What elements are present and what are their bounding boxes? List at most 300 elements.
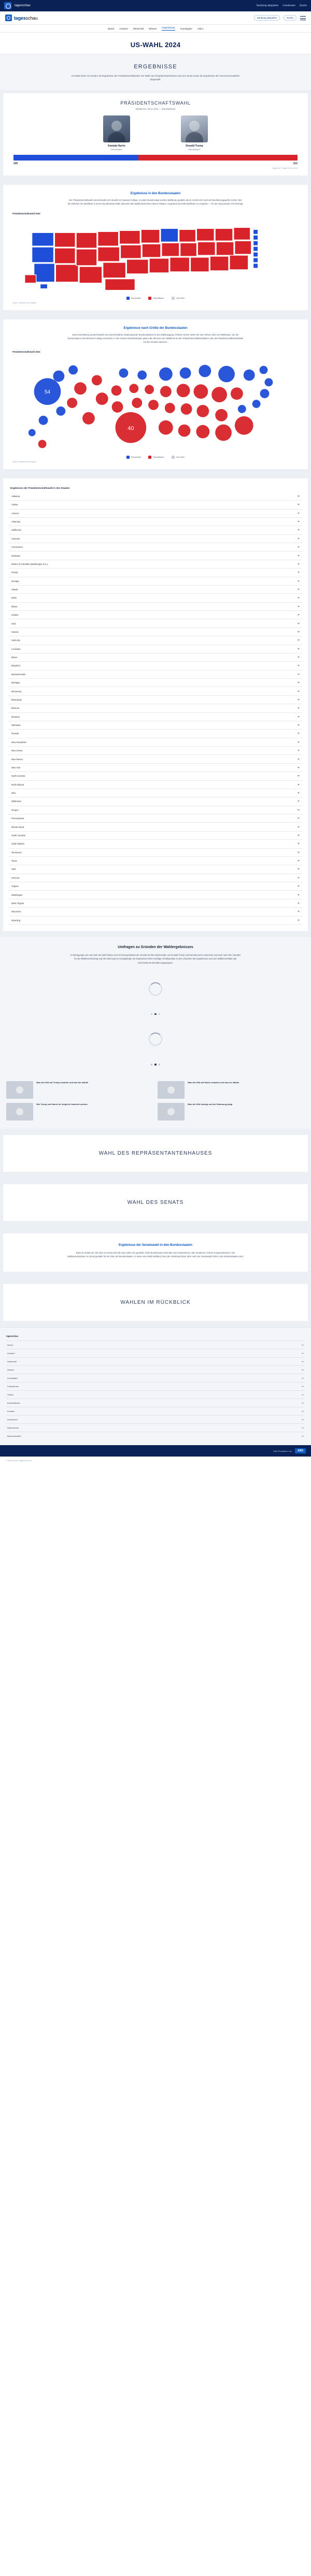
states-result-text: Der Präsidentschaftswahl unterscheidet sich deutlich im National College. In jedem Bundesstaat werden Wahlleute gewählt, deren Anzahl sich nach der Bevölkerungsgröße richtet. Wer die Mehrheit der Wahlleute in einem Bundesstaat erhält, bekommt alle Wahlleutestimmen dieses Staates. Insgesamt sind 538 Wahlleute zu vergeben — für den Sieg werden 270 benötigt. bbox=[67, 198, 244, 206]
legend-democrats: Demokraten bbox=[126, 297, 142, 300]
state-name: North Dakota bbox=[11, 783, 24, 786]
footer-bar-text: Eine Produktion von bbox=[273, 1449, 292, 1452]
state-accordion-row[interactable] bbox=[8, 891, 303, 899]
state-accordion-row[interactable] bbox=[8, 730, 303, 738]
footer-heading: tagesschau bbox=[6, 1335, 19, 1338]
electoral-vote-numbers bbox=[13, 162, 298, 165]
state-accordion-row[interactable] bbox=[8, 603, 303, 611]
presidential-wrap bbox=[0, 90, 311, 182]
teaser-item[interactable] bbox=[6, 1103, 153, 1120]
state-name: West Virginia bbox=[11, 901, 24, 905]
video-thumbnail[interactable] bbox=[6, 1103, 33, 1120]
page-title: US-WAHL 2024 bbox=[130, 41, 181, 49]
state-name: Kansas bbox=[11, 630, 19, 633]
state-accordion-row[interactable] bbox=[8, 560, 303, 569]
carousel2-dot-3[interactable] bbox=[159, 1064, 160, 1065]
state-name: Tennessee bbox=[11, 851, 22, 854]
footer-link-row[interactable] bbox=[6, 1432, 305, 1440]
topbar-brand[interactable] bbox=[4, 2, 31, 9]
state-accordion-row[interactable] bbox=[8, 874, 303, 882]
video-thumbnail[interactable] bbox=[158, 1103, 185, 1120]
chevron-down-icon[interactable] bbox=[298, 835, 300, 836]
state-name: Rhode Island bbox=[11, 825, 24, 828]
senate-info-wrap bbox=[0, 1227, 311, 1278]
topbar-play-link[interactable]: Sendung abspielen bbox=[256, 4, 279, 7]
state-name: New Mexico bbox=[11, 758, 23, 761]
chevron-down-icon[interactable] bbox=[298, 852, 300, 853]
chevron-down-icon[interactable] bbox=[298, 911, 300, 912]
legend-open: noch offen bbox=[172, 456, 185, 459]
browser-topbar bbox=[0, 0, 311, 11]
size-result-text: Diese Darstellung veranschaulicht die unterschiedliche Bedeutung der Bundesstaaten für den Wahlausgang. Größere Kreise stehen für eine höhere Zahl von Wahlleuten, die der Bundesstaat in das Electoral College entsendet. In den meisten Bundesstaaten gehen alle Stimmen der Wahlleute an den Präsidentschaftskandidaten oder die Präsidentschaftskandidatin mit den meisten Stimmen. bbox=[67, 333, 244, 344]
footer-link-label: Videos bbox=[7, 1393, 14, 1396]
chevron-down-icon[interactable] bbox=[298, 784, 300, 785]
chevron-down-icon[interactable] bbox=[298, 614, 300, 616]
chevron-down-icon[interactable] bbox=[298, 775, 300, 777]
chevron-down-icon[interactable] bbox=[298, 792, 300, 794]
chevron-down-icon[interactable] bbox=[302, 1419, 304, 1420]
results-intro-section bbox=[0, 54, 311, 90]
state-accordion-row[interactable] bbox=[8, 543, 303, 551]
footer-link-label: Kontakt bbox=[7, 1410, 15, 1413]
chevron-down-icon[interactable] bbox=[298, 903, 300, 904]
electoral-result-bar bbox=[13, 155, 298, 161]
state-accordion-row[interactable] bbox=[8, 645, 303, 653]
chevron-down-icon[interactable] bbox=[298, 623, 300, 624]
state-accordion-row[interactable] bbox=[8, 823, 303, 831]
loading-spinner-icon bbox=[149, 982, 162, 996]
state-name: Alabama bbox=[11, 494, 20, 498]
teaser-item[interactable] bbox=[158, 1103, 305, 1120]
chevron-down-icon[interactable] bbox=[302, 1386, 304, 1387]
teaser-title[interactable]: Was die USA bewegt und die Stimmung prägt bbox=[188, 1102, 233, 1105]
carousel-dots[interactable] bbox=[6, 1013, 305, 1015]
chevron-down-icon[interactable] bbox=[302, 1436, 304, 1437]
house-wrap bbox=[0, 1129, 311, 1178]
review-wrap bbox=[0, 1278, 311, 1327]
chevron-down-icon[interactable] bbox=[298, 741, 300, 743]
footer-link-row[interactable] bbox=[6, 1374, 305, 1382]
state-name: Vermont bbox=[11, 876, 20, 879]
chevron-down-icon[interactable] bbox=[302, 1361, 304, 1362]
footer-link-row[interactable] bbox=[6, 1423, 305, 1432]
footer-link-row[interactable] bbox=[6, 1399, 305, 1407]
states-result-title: Ergebnisse in den Bundesstaaten bbox=[130, 192, 181, 195]
state-name: Alaska bbox=[11, 503, 18, 506]
chevron-down-icon[interactable] bbox=[298, 826, 300, 828]
state-accordion-row[interactable] bbox=[8, 899, 303, 908]
bubble-map-legend bbox=[8, 456, 303, 459]
survey-text: In Befragungen am und nach der Wahl haben US-Forschungsinstitute die Gründe für das Abschneiden von Donald Trump und Kamala Harris untersucht und auch nach den Gründen für die Wahlentscheidung und die Stimmung im sozialgefragt. Die Ergebnisse liefern wichtige Anhaltspunkte zu den Ursachen des Ergebnisses und zum Wählerverhalten der verschiedenen Bevölkerungsgruppen. bbox=[70, 953, 241, 964]
state-accordion-row[interactable] bbox=[8, 501, 303, 509]
state-name: Pennsylvania bbox=[11, 817, 24, 820]
nav-item-ausland[interactable]: Ausland bbox=[119, 27, 128, 30]
state-accordion-row[interactable] bbox=[8, 738, 303, 747]
state-accordion-row[interactable] bbox=[8, 662, 303, 670]
state-name: Iowa bbox=[11, 622, 16, 625]
candidate-photo bbox=[181, 115, 208, 142]
chevron-down-icon[interactable] bbox=[298, 572, 300, 573]
chevron-down-icon[interactable] bbox=[298, 724, 300, 726]
chevron-down-icon[interactable] bbox=[298, 631, 300, 633]
state-name: District of Columbia (Washington D.C.) bbox=[11, 562, 48, 565]
bubble-map-card bbox=[3, 319, 308, 469]
footer-link-row[interactable] bbox=[6, 1357, 305, 1365]
state-name: Kentucky bbox=[11, 639, 20, 642]
footer-link-label: Ausland bbox=[7, 1352, 15, 1355]
nav-item-wissen[interactable]: Wissen bbox=[149, 27, 157, 30]
state-accordion-row[interactable] bbox=[8, 653, 303, 662]
nav-item-video[interactable]: Video bbox=[197, 27, 204, 30]
state-name: New Jersey bbox=[11, 749, 23, 752]
survey-title: Umfragen zu Gründen der Wahlergebnisses bbox=[118, 945, 193, 949]
state-accordion-row[interactable] bbox=[8, 679, 303, 687]
senate-banner bbox=[3, 1184, 308, 1221]
state-name: Colorado bbox=[11, 537, 20, 540]
footer-links[interactable] bbox=[6, 1341, 305, 1440]
carousel-dot-3[interactable] bbox=[159, 1013, 160, 1015]
state-accordion-row[interactable] bbox=[8, 755, 303, 763]
bubble-map-source: Quelle: Wahldaten der Staaten bbox=[12, 460, 37, 463]
chevron-down-icon[interactable] bbox=[298, 639, 300, 641]
carousel2-dot-2[interactable] bbox=[154, 1064, 156, 1065]
bubble-map-label: Präsidentschaftswahl 2024 bbox=[12, 350, 40, 353]
state-accordion-row[interactable] bbox=[8, 840, 303, 848]
chevron-down-icon[interactable] bbox=[298, 555, 300, 557]
svg-text:54: 54 bbox=[44, 389, 51, 395]
menu-icon[interactable] bbox=[300, 15, 306, 21]
candidate-name: Kamala Harris bbox=[108, 144, 125, 148]
chevron-down-icon[interactable] bbox=[298, 750, 300, 751]
chevron-down-icon[interactable] bbox=[298, 606, 300, 607]
chevron-down-icon[interactable] bbox=[298, 657, 300, 658]
state-name: Hawaii bbox=[11, 588, 18, 591]
state-accordion-row[interactable] bbox=[8, 797, 303, 806]
footer-link-label: Wirtschaft bbox=[7, 1360, 17, 1363]
footer-link-row[interactable] bbox=[6, 1382, 305, 1390]
brand-home-link[interactable] bbox=[5, 14, 38, 21]
main-nav bbox=[0, 25, 311, 33]
house-banner bbox=[3, 1135, 308, 1172]
state-accordion-row[interactable] bbox=[8, 569, 303, 577]
state-accordion-row[interactable] bbox=[8, 518, 303, 526]
chevron-down-icon[interactable] bbox=[298, 894, 300, 896]
state-accordion-row[interactable] bbox=[8, 908, 303, 916]
teaser-title[interactable]: Was die USA auf Trump erwarten und was ihn wählte bbox=[36, 1081, 89, 1084]
chevron-down-icon[interactable] bbox=[302, 1403, 304, 1404]
state-name: Georgia bbox=[11, 579, 19, 583]
legend-republicans: Republikaner bbox=[148, 297, 164, 300]
state-name: Ohio bbox=[11, 792, 16, 795]
state-name: Illinois bbox=[11, 605, 18, 608]
state-accordion-row[interactable] bbox=[8, 671, 303, 679]
chevron-down-icon[interactable] bbox=[302, 1353, 304, 1354]
state-name: Missouri bbox=[11, 707, 20, 710]
states-map-legend bbox=[8, 297, 303, 300]
footer-link-row[interactable] bbox=[6, 1349, 305, 1357]
state-accordion-row[interactable] bbox=[8, 882, 303, 891]
state-name: Idaho bbox=[11, 596, 17, 600]
header-livestream-button[interactable]: Sendung abspielen bbox=[254, 15, 280, 21]
state-name: Wyoming bbox=[11, 919, 21, 922]
legend-democrats: Demokraten bbox=[126, 456, 142, 459]
state-name: Maine bbox=[11, 656, 18, 659]
state-accordion-row[interactable] bbox=[8, 577, 303, 586]
chevron-down-icon[interactable] bbox=[298, 733, 300, 734]
state-name: Montana bbox=[11, 715, 20, 718]
state-name: New Hampshire bbox=[11, 740, 27, 744]
presidential-title: PRÄSIDENTSCHAFTSWAHL bbox=[120, 100, 191, 106]
state-name: Minnesota bbox=[11, 690, 21, 693]
state-accordion-row[interactable] bbox=[8, 857, 303, 865]
presidential-subtitle: Wahltermin: 05.11.2024 — 538 Wahlleute bbox=[135, 107, 176, 110]
us-choropleth-map[interactable] bbox=[11, 217, 300, 295]
chevron-down-icon[interactable] bbox=[298, 818, 300, 819]
chevron-down-icon[interactable] bbox=[298, 691, 300, 692]
state-accordion-row[interactable] bbox=[8, 687, 303, 695]
footer-link-label: Wissen bbox=[7, 1369, 15, 1372]
state-accordion-row[interactable] bbox=[8, 814, 303, 823]
senate-banner-title: WAHL DES SENATS bbox=[127, 1199, 184, 1205]
state-accordion-row[interactable] bbox=[8, 916, 303, 925]
state-accordion-row[interactable] bbox=[8, 806, 303, 814]
state-accordion-row[interactable] bbox=[8, 628, 303, 636]
states-map-label: Präsidentschaftswahl 2024 bbox=[12, 212, 40, 215]
carousel2-dot-1[interactable] bbox=[151, 1064, 152, 1065]
footer-link-label: Datenschutz bbox=[7, 1427, 19, 1430]
state-name: Wisconsin bbox=[11, 910, 21, 913]
candidate-trump bbox=[166, 115, 223, 151]
chevron-down-icon[interactable] bbox=[298, 521, 300, 522]
site-header bbox=[0, 11, 311, 25]
states-map-card bbox=[3, 185, 308, 310]
result-source-note: Quelle: AP / Stand: 06.11.2024 bbox=[272, 167, 298, 169]
footer-link-label: Barrierefreiheit bbox=[7, 1435, 21, 1438]
tagesschau-logo-icon bbox=[4, 2, 11, 9]
teaser-grid bbox=[0, 1076, 311, 1129]
footer-link-row[interactable] bbox=[6, 1390, 305, 1399]
footer-link-row[interactable] bbox=[6, 1415, 305, 1423]
state-name: South Carolina bbox=[11, 834, 26, 837]
state-accordion-row[interactable] bbox=[8, 747, 303, 755]
chevron-down-icon[interactable] bbox=[302, 1428, 304, 1429]
size-result-title: Ergebnisse nach Größe der Bundesstaaten bbox=[123, 326, 188, 330]
chevron-down-icon[interactable] bbox=[298, 589, 300, 590]
states-map-wrap bbox=[0, 182, 311, 316]
state-accordion-row[interactable] bbox=[8, 713, 303, 721]
chevron-down-icon[interactable] bbox=[298, 920, 300, 921]
teaser-title[interactable]: Wie Trump und Harris im Vergleich bewertet werden bbox=[36, 1102, 88, 1105]
state-accordion-row[interactable] bbox=[8, 721, 303, 730]
header-search-button[interactable]: Suche bbox=[284, 15, 296, 21]
state-name: Mississippi bbox=[11, 698, 22, 701]
chevron-down-icon[interactable] bbox=[302, 1394, 304, 1395]
loading-spinner-icon-2 bbox=[149, 1032, 162, 1046]
footer-link-row[interactable] bbox=[6, 1407, 305, 1415]
nav-item-inland[interactable]: Inland bbox=[107, 27, 115, 30]
chevron-down-icon[interactable] bbox=[298, 665, 300, 666]
chevron-down-icon[interactable] bbox=[298, 648, 300, 650]
state-accordion-row[interactable] bbox=[8, 781, 303, 789]
chevron-down-icon[interactable] bbox=[298, 496, 300, 497]
us-bubble-map[interactable] bbox=[11, 355, 300, 454]
state-accordion-row[interactable] bbox=[8, 535, 303, 543]
review-banner-title: WAHLEN IM RÜCKBLICK bbox=[120, 1300, 191, 1306]
electoral-votes-rep: 312 bbox=[293, 162, 298, 165]
state-accordion-row[interactable] bbox=[8, 764, 303, 772]
state-accordion-row[interactable] bbox=[8, 704, 303, 712]
state-accordion-row[interactable] bbox=[8, 526, 303, 534]
states-accordion[interactable] bbox=[8, 492, 303, 925]
candidate-party: Demokraten bbox=[111, 148, 122, 151]
chevron-down-icon[interactable] bbox=[302, 1345, 304, 1346]
page-title-wrap bbox=[0, 33, 311, 54]
state-accordion-row[interactable] bbox=[8, 789, 303, 797]
chevron-down-icon[interactable] bbox=[298, 529, 300, 531]
chevron-down-icon[interactable] bbox=[298, 513, 300, 514]
brand-wordmark: tagesschau bbox=[14, 15, 38, 21]
chevron-down-icon[interactable] bbox=[298, 707, 300, 709]
state-name: Connecticut bbox=[11, 546, 23, 549]
state-name: Virginia bbox=[11, 885, 19, 888]
state-name: Oregon bbox=[11, 808, 19, 811]
site-footer bbox=[0, 1327, 311, 1445]
state-name: Maryland bbox=[11, 664, 20, 667]
states-map-source: Quelle: Wahldaten der Staaten bbox=[12, 301, 37, 304]
chevron-down-icon[interactable] bbox=[298, 868, 300, 870]
bubble-map-svg[interactable] bbox=[11, 355, 300, 454]
state-name: Indiana bbox=[11, 614, 19, 617]
teaser-item[interactable] bbox=[158, 1081, 305, 1099]
state-name: Nevada bbox=[11, 732, 19, 735]
carousel-dots-2[interactable] bbox=[6, 1064, 305, 1065]
footer-link-label: Investigativ bbox=[7, 1377, 18, 1380]
states-list-card bbox=[3, 478, 308, 931]
ard-logo: ARD bbox=[295, 1448, 306, 1453]
state-accordion-row[interactable] bbox=[8, 849, 303, 857]
chevron-down-icon[interactable] bbox=[298, 843, 300, 845]
chevron-down-icon[interactable] bbox=[298, 546, 300, 548]
state-name: Arizona bbox=[11, 512, 19, 515]
nav-item-investigativ[interactable]: Investigativ bbox=[180, 27, 192, 30]
carousel-dot-1[interactable] bbox=[151, 1013, 152, 1015]
chevron-down-icon[interactable] bbox=[298, 597, 300, 599]
state-name: Utah bbox=[11, 868, 16, 871]
footer-link-label: Impressum bbox=[7, 1418, 18, 1421]
nav-item-faktenfinder[interactable]: Faktenfinder bbox=[162, 26, 175, 31]
chevron-down-icon[interactable] bbox=[298, 716, 300, 718]
state-accordion-row[interactable] bbox=[8, 594, 303, 602]
state-accordion-row[interactable] bbox=[8, 636, 303, 645]
copyright-text: © ARD aktuell / tagesschau.de bbox=[0, 1457, 311, 1468]
legend-republicans: Republikaner bbox=[148, 456, 164, 459]
state-accordion-row[interactable] bbox=[8, 865, 303, 874]
state-name: Kalifornien bbox=[11, 529, 22, 532]
teaser-title[interactable]: Was die USA auf Harris erwarten und was sie wählte bbox=[188, 1081, 239, 1084]
senate-info-title: Ergebnisse der Senatswahl in den Bundesstaaten bbox=[118, 1243, 193, 1247]
legend-open: noch offen bbox=[172, 297, 185, 300]
teaser-item[interactable] bbox=[6, 1081, 153, 1099]
chevron-down-icon[interactable] bbox=[298, 538, 300, 540]
state-accordion-row[interactable] bbox=[8, 611, 303, 619]
video-thumbnail[interactable] bbox=[6, 1081, 33, 1099]
presidential-card bbox=[3, 93, 308, 176]
chevron-down-icon[interactable] bbox=[302, 1370, 304, 1371]
states-list-title: Ergebnisse der Präsidentschaftswahl in den Staaten bbox=[10, 486, 70, 489]
chevron-down-icon[interactable] bbox=[298, 767, 300, 768]
state-name: South Dakota bbox=[11, 842, 24, 846]
results-intro-text: US-Wahl 2024: Es werden die Ergebnisse der Präsidentschaftswahl, der Wahl zum Repräsentantenhaus und zum Senat sowie die Ergebnisse der Gouverneurswahlen dargestellt. bbox=[71, 75, 240, 81]
chevron-down-icon[interactable] bbox=[298, 809, 300, 811]
chevron-down-icon[interactable] bbox=[298, 504, 300, 505]
chevron-down-icon[interactable] bbox=[298, 759, 300, 760]
video-thumbnail[interactable] bbox=[158, 1081, 185, 1099]
state-accordion-row[interactable] bbox=[8, 551, 303, 560]
chevron-down-icon[interactable] bbox=[302, 1378, 304, 1379]
state-name: Nebraska bbox=[11, 724, 21, 727]
candidate-name: Donald Trump bbox=[186, 144, 203, 148]
chevron-down-icon[interactable] bbox=[298, 801, 300, 802]
state-accordion-row[interactable] bbox=[8, 586, 303, 594]
topbar-title: tagesschau bbox=[15, 4, 31, 7]
footer-link-row[interactable] bbox=[6, 1365, 305, 1374]
chevron-down-icon[interactable] bbox=[298, 877, 300, 879]
chevron-down-icon[interactable] bbox=[298, 682, 300, 683]
chevron-down-icon[interactable] bbox=[302, 1411, 304, 1412]
bubble-map-wrap bbox=[0, 316, 311, 475]
state-name: Delaware bbox=[11, 554, 21, 557]
chevron-down-icon[interactable] bbox=[298, 563, 300, 565]
state-accordion-row[interactable] bbox=[8, 492, 303, 501]
topbar-livestream-link[interactable]: Livestream bbox=[282, 4, 295, 7]
result-bar-republicans bbox=[138, 155, 298, 161]
state-accordion-row[interactable] bbox=[8, 510, 303, 518]
candidate-party: Republikaner bbox=[188, 148, 201, 151]
survey-section bbox=[0, 937, 311, 1076]
state-name: Michigan bbox=[11, 681, 20, 685]
candidate-harris bbox=[88, 115, 145, 151]
topbar-search-link[interactable]: Suche bbox=[299, 4, 307, 7]
chevron-down-icon[interactable] bbox=[298, 580, 300, 582]
chevron-down-icon[interactable] bbox=[298, 699, 300, 701]
candidate-photo bbox=[103, 115, 130, 142]
brand-logo-icon bbox=[5, 14, 12, 21]
footer-link-label: Bundesländer bbox=[7, 1402, 20, 1405]
review-banner bbox=[3, 1284, 308, 1321]
carousel-dot-2[interactable] bbox=[154, 1013, 156, 1015]
state-accordion-row[interactable] bbox=[8, 832, 303, 840]
state-name: Washington bbox=[11, 893, 23, 896]
state-accordion-row[interactable] bbox=[8, 696, 303, 704]
state-accordion-row[interactable] bbox=[8, 772, 303, 780]
svg-text:40: 40 bbox=[128, 425, 134, 432]
senate-info-text: Etwa ein Drittel der 100 Sitze im Senat wird alle zwei Jahre neu gewählt. Jeder Bundesstaat entsendet zwei Senatorinnen oder Senatoren in diese Kongresskammer. Die Wahlperiodendauer im Senat gestalte für die Sitze der Bundesstaaten, in denen eine Wahl stattfand, über die Verteilung dieser Sitze nach der Senatswahl 2024 in den Bundesstaaten sind. bbox=[67, 1251, 244, 1258]
state-name: North Carolina bbox=[11, 775, 25, 778]
result-bar-democrats bbox=[13, 155, 138, 161]
electoral-votes-dem: 226 bbox=[13, 162, 18, 165]
footer-link-label: Inland bbox=[7, 1344, 13, 1347]
state-name: Massachusetts bbox=[11, 673, 26, 676]
nav-item-wirtschaft[interactable]: Wirtschaft bbox=[133, 27, 144, 30]
us-map-svg[interactable] bbox=[11, 217, 300, 295]
chevron-down-icon[interactable] bbox=[298, 885, 300, 887]
chevron-down-icon[interactable] bbox=[298, 674, 300, 675]
chevron-down-icon[interactable] bbox=[298, 860, 300, 862]
states-list-wrap bbox=[0, 475, 311, 937]
house-banner-title: WAHL DES REPRÄSENTANTENHAUSES bbox=[98, 1150, 213, 1156]
state-accordion-row[interactable] bbox=[8, 619, 303, 628]
footer-link-row[interactable] bbox=[6, 1341, 305, 1349]
